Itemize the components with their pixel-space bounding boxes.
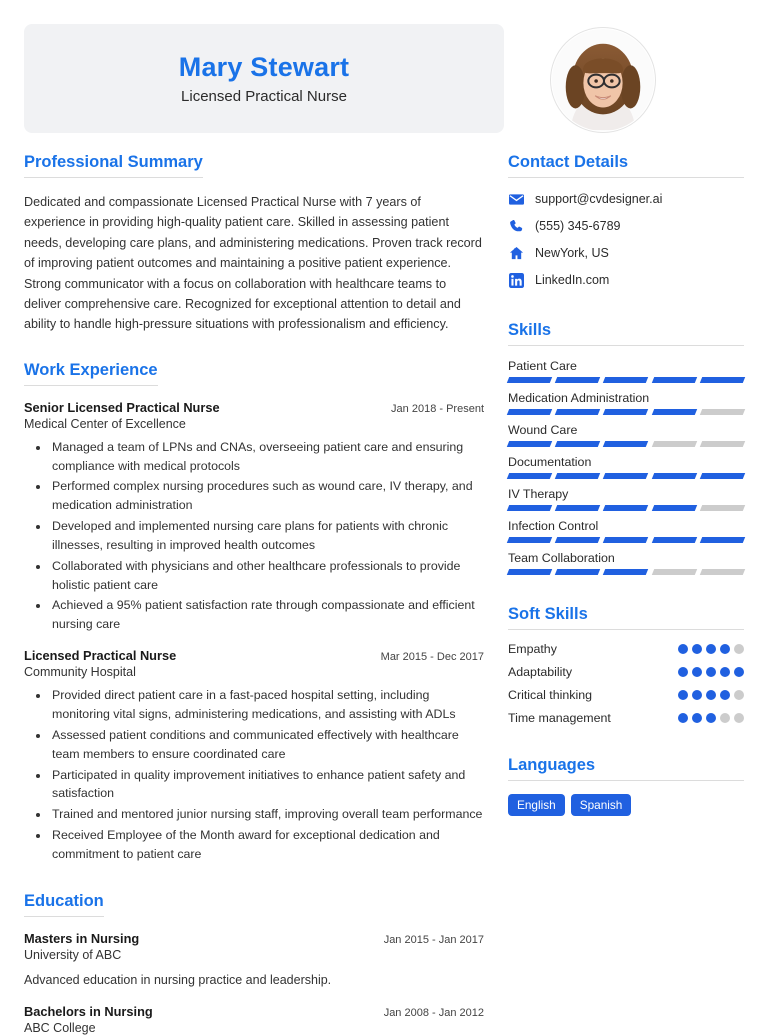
skill-segment xyxy=(555,569,601,575)
experience-entry-header xyxy=(24,648,484,663)
experience-list xyxy=(24,400,484,864)
experience-bullets xyxy=(24,686,484,864)
degree-description: Advanced education in nursing practice and leadership. xyxy=(24,972,332,987)
soft-skills-list xyxy=(508,642,744,725)
section-summary xyxy=(24,153,484,335)
education-entry xyxy=(24,1004,484,1035)
skill-segment xyxy=(700,409,746,415)
contact-item[interactable] xyxy=(508,272,744,288)
soft-skill-label: Critical thinking xyxy=(508,688,593,702)
skill-label: Infection Control xyxy=(508,519,599,533)
resume-header xyxy=(0,0,768,133)
skill-segment xyxy=(700,441,746,447)
section-heading-summary: Professional Summary xyxy=(24,153,203,178)
degree-date: Jan 2015 - Jan 2017 xyxy=(383,933,484,946)
language-chip[interactable]: Spanish xyxy=(571,794,632,816)
experience-bullet: • Received Employee of the Month award for exceptional dedication and commitment to patient care xyxy=(50,826,484,864)
soft-skill-dot xyxy=(720,667,730,677)
soft-skill-rating xyxy=(678,644,744,654)
education-entry xyxy=(24,931,484,990)
soft-skill-item xyxy=(508,711,744,725)
skill-segment xyxy=(507,569,553,575)
skill-level-bar xyxy=(508,505,744,511)
skill-label: Medication Administration xyxy=(508,391,650,405)
soft-skill-dot xyxy=(678,644,688,654)
skill-level-bar xyxy=(508,441,744,447)
experience-entry-header xyxy=(24,400,484,415)
skill-segment xyxy=(603,505,649,511)
degree-title: Bachelors in Nursing xyxy=(24,1004,153,1020)
experience-entry xyxy=(24,400,484,634)
section-languages xyxy=(508,756,744,816)
spacer xyxy=(508,299,744,321)
job-date: Mar 2015 - Dec 2017 xyxy=(380,651,484,664)
contact-item[interactable] xyxy=(508,245,744,261)
soft-skill-dot xyxy=(734,644,744,654)
resume-body xyxy=(0,153,768,1035)
soft-skill-dot xyxy=(706,644,716,654)
skill-segment xyxy=(651,377,697,383)
experience-bullet: • Collaborated with physicians and other healthcare professionals to provide holistic patient care xyxy=(50,557,484,595)
section-heading-contact: Contact Details xyxy=(508,153,744,178)
job-organization: Community Hospital xyxy=(24,665,136,680)
experience-bullet: • Achieved a 95% patient satisfaction rate through compassionate and efficient nursing care xyxy=(50,596,484,634)
skill-segment xyxy=(700,537,746,543)
language-chip[interactable]: English xyxy=(508,794,565,816)
skill-segment xyxy=(651,441,697,447)
linkedin-icon xyxy=(508,272,524,288)
contact-value: support@cvdesigner.ai xyxy=(535,192,663,206)
job-date: Jan 2018 - Present xyxy=(391,402,484,415)
section-contact xyxy=(508,153,744,288)
soft-skill-dot xyxy=(678,690,688,700)
spacer xyxy=(24,866,484,892)
job-role: Senior Licensed Practical Nurse xyxy=(24,399,220,415)
experience-bullet: • Trained and mentored junior nursing staff, improving overall team performance xyxy=(50,805,484,824)
experience-entry xyxy=(24,648,484,864)
skill-segment xyxy=(507,505,553,511)
skill-segment xyxy=(700,473,746,479)
soft-skill-dot xyxy=(734,713,744,723)
soft-skill-dot xyxy=(692,713,702,723)
education-entry-header xyxy=(24,931,484,946)
soft-skill-item xyxy=(508,688,744,702)
job-role: Licensed Practical Nurse xyxy=(24,648,177,664)
soft-skill-dot xyxy=(692,667,702,677)
section-heading-soft-skills: Soft Skills xyxy=(508,605,744,630)
skill-label: Team Collaboration xyxy=(508,551,615,565)
soft-skill-dot xyxy=(706,713,716,723)
school-name: ABC College xyxy=(24,1021,96,1035)
section-education xyxy=(24,892,484,1035)
skill-segment xyxy=(700,505,746,511)
soft-skill-dot xyxy=(678,713,688,723)
skill-segment xyxy=(555,441,601,447)
soft-skill-dot xyxy=(720,644,730,654)
page-title: Mary Stewart xyxy=(178,51,350,82)
skill-segment xyxy=(507,537,553,543)
section-skills xyxy=(508,321,744,575)
skill-item xyxy=(508,391,744,415)
skill-label: Patient Care xyxy=(508,359,577,373)
home-icon xyxy=(508,245,524,261)
soft-skill-dot xyxy=(706,690,716,700)
main-column xyxy=(24,153,508,1035)
education-entry-header xyxy=(24,1004,484,1019)
skill-segment xyxy=(555,377,601,383)
skill-segment xyxy=(603,377,649,383)
skill-segment xyxy=(507,441,553,447)
skill-level-bar xyxy=(508,537,744,543)
experience-bullet: • Developed and implemented nursing care plans for patients with chronic illnesses, resulting in improved health outcomes xyxy=(50,517,484,555)
experience-bullets xyxy=(24,438,484,634)
soft-skill-dot xyxy=(692,644,702,654)
soft-skill-dot xyxy=(692,690,702,700)
skill-item xyxy=(508,455,744,479)
skill-segment xyxy=(700,569,746,575)
spacer xyxy=(508,734,744,756)
skill-level-bar xyxy=(508,377,744,383)
skill-segment xyxy=(603,569,649,575)
school-name: University of ABC xyxy=(24,947,122,962)
skill-segment xyxy=(651,569,697,575)
skill-segment xyxy=(651,473,697,479)
section-experience xyxy=(24,361,484,864)
skill-segment xyxy=(507,473,553,479)
skill-level-bar xyxy=(508,473,744,479)
avatar xyxy=(550,27,656,133)
soft-skill-item xyxy=(508,642,744,656)
experience-bullet: • Performed complex nursing procedures such as wound care, IV therapy, and medication administration xyxy=(50,477,484,515)
section-heading-languages: Languages xyxy=(508,756,744,781)
degree-date: Jan 2008 - Jan 2012 xyxy=(383,1007,484,1020)
skill-label: Documentation xyxy=(508,455,592,469)
skill-level-bar xyxy=(508,409,744,415)
skill-label: Wound Care xyxy=(508,423,578,437)
skill-item xyxy=(508,551,744,575)
skill-item xyxy=(508,359,744,383)
soft-skill-dot xyxy=(706,667,716,677)
contact-value: NewYork, US xyxy=(535,246,609,260)
experience-bullet: • Assessed patient conditions and communicated effectively with healthcare team members to ensure coordinated care xyxy=(50,726,484,764)
education-list xyxy=(24,931,484,1035)
skills-list xyxy=(508,359,744,575)
soft-skill-rating xyxy=(678,667,744,677)
envelope-icon xyxy=(508,191,524,207)
soft-skill-dot xyxy=(720,690,730,700)
contact-item[interactable] xyxy=(508,191,744,207)
skill-segment xyxy=(603,441,649,447)
skill-segment xyxy=(555,409,601,415)
name-block xyxy=(24,24,504,133)
spacer xyxy=(24,335,484,361)
skill-level-bar xyxy=(508,569,744,575)
section-heading-education: Education xyxy=(24,892,104,917)
soft-skill-dot xyxy=(734,690,744,700)
contact-item[interactable] xyxy=(508,218,744,234)
languages-list xyxy=(508,794,744,816)
skill-segment xyxy=(603,409,649,415)
skill-segment xyxy=(651,505,697,511)
skill-segment xyxy=(507,409,553,415)
soft-skill-rating xyxy=(678,713,744,723)
soft-skill-dot xyxy=(678,667,688,677)
soft-skill-dot xyxy=(720,713,730,723)
skill-item xyxy=(508,423,744,447)
skill-segment xyxy=(603,473,649,479)
skill-segment xyxy=(700,377,746,383)
skill-segment xyxy=(555,537,601,543)
skill-segment xyxy=(507,377,553,383)
experience-bullet: • Provided direct patient care in a fast-paced hospital setting, including monitoring vital signs, administering medications, and assisting with ADLs xyxy=(50,686,484,724)
avatar-photo-icon xyxy=(551,28,655,132)
degree-title: Masters in Nursing xyxy=(24,930,140,946)
soft-skill-item xyxy=(508,665,744,679)
soft-skill-label: Time management xyxy=(508,711,611,725)
experience-bullet: • Managed a team of LPNs and CNAs, overseeing patient care and ensuring compliance with medical protocols xyxy=(50,438,484,476)
soft-skill-dot xyxy=(734,667,744,677)
summary-text: Dedicated and compassionate Licensed Practical Nurse with 7 years of experience in providing high-quality patient care. Skilled in assessing patient needs, developing care plans, and administering medications. Proven track record of improving patient outcomes and maintaining a positive patient experience. Strong communicator with a focus on collaboration with healthcare teams to deliver comprehensive care. Recognized for exceptional attention to detail and ability to handle high-pressure situations with professionalism and efficiency. xyxy=(24,195,482,332)
soft-skill-rating xyxy=(678,690,744,700)
section-heading-experience: Work Experience xyxy=(24,361,158,386)
skill-segment xyxy=(555,473,601,479)
skill-segment xyxy=(555,505,601,511)
contact-value: LinkedIn.com xyxy=(535,273,610,287)
skill-item xyxy=(508,487,744,511)
spacer xyxy=(508,583,744,605)
experience-bullet: • Participated in quality improvement initiatives to enhance patient safety and satisfaction xyxy=(50,766,484,804)
job-title: Licensed Practical Nurse xyxy=(181,88,347,106)
skill-segment xyxy=(651,537,697,543)
soft-skill-label: Empathy xyxy=(508,642,557,656)
phone-icon xyxy=(508,218,524,234)
section-soft-skills xyxy=(508,605,744,725)
sidebar-column xyxy=(508,153,744,1035)
skill-item xyxy=(508,519,744,543)
soft-skill-label: Adaptability xyxy=(508,665,573,679)
skill-segment xyxy=(651,409,697,415)
contact-list xyxy=(508,191,744,288)
skill-segment xyxy=(603,537,649,543)
section-heading-skills: Skills xyxy=(508,321,744,346)
skill-label: IV Therapy xyxy=(508,487,569,501)
job-organization: Medical Center of Excellence xyxy=(24,416,186,431)
contact-value: (555) 345-6789 xyxy=(535,219,621,233)
